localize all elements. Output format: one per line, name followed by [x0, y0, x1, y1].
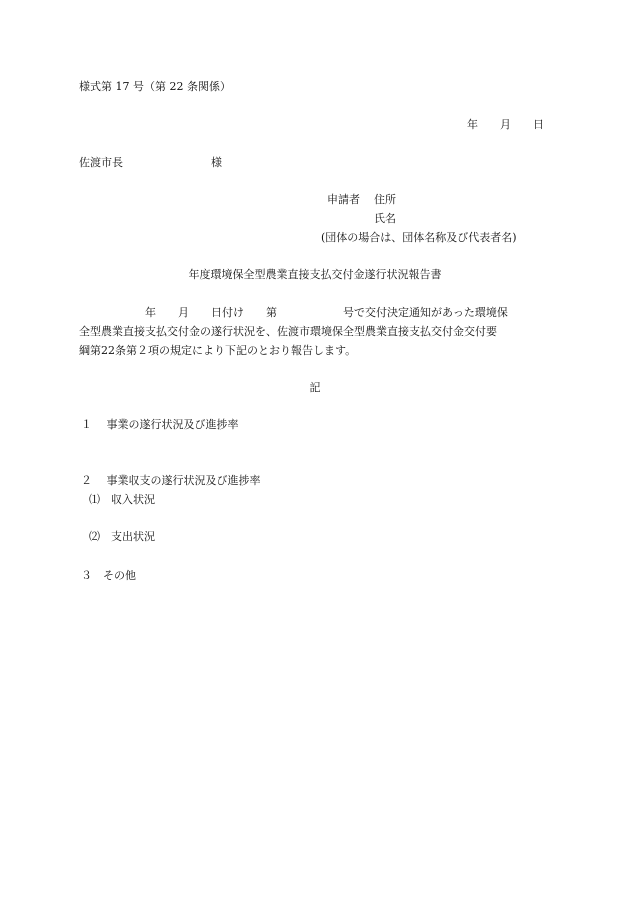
- form-number: 様式第 17 号（第 22 条関係）: [79, 80, 231, 93]
- section-1: １ 事業の遂行状況及び進捗率: [81, 418, 239, 431]
- ki-heading: 記: [309, 381, 321, 394]
- section-2-2: ⑵ 支出状況: [89, 530, 155, 543]
- body-line-3: 綱第22条第２項の規定により下記のとおり報告します。: [79, 344, 357, 357]
- date-line: 年 月 日: [467, 118, 544, 131]
- addressee: 佐渡市長 様: [79, 156, 222, 169]
- applicant-name-label: 氏名: [374, 212, 396, 225]
- body-line-1: 年 月 日付け 第 号で交付決定通知があった環境保: [79, 306, 508, 319]
- section-3: ３ その他: [81, 569, 136, 582]
- applicant-address-label: 住所: [374, 193, 396, 206]
- body-line-2: 全型農業直接支払交付金の遂行状況を、佐渡市環境保全型農業直接支払交付金交付要: [79, 325, 497, 338]
- section-2: ２ 事業収支の遂行状況及び進捗率: [81, 474, 261, 487]
- section-2-1: ⑴ 収入状況: [89, 493, 155, 506]
- applicant-note: (団体の場合は、団体名称及び代表者名): [321, 231, 517, 244]
- applicant-label: 申請者: [327, 193, 360, 206]
- document-title: 年度環境保全型農業直接支払交付金遂行状況報告書: [188, 268, 442, 281]
